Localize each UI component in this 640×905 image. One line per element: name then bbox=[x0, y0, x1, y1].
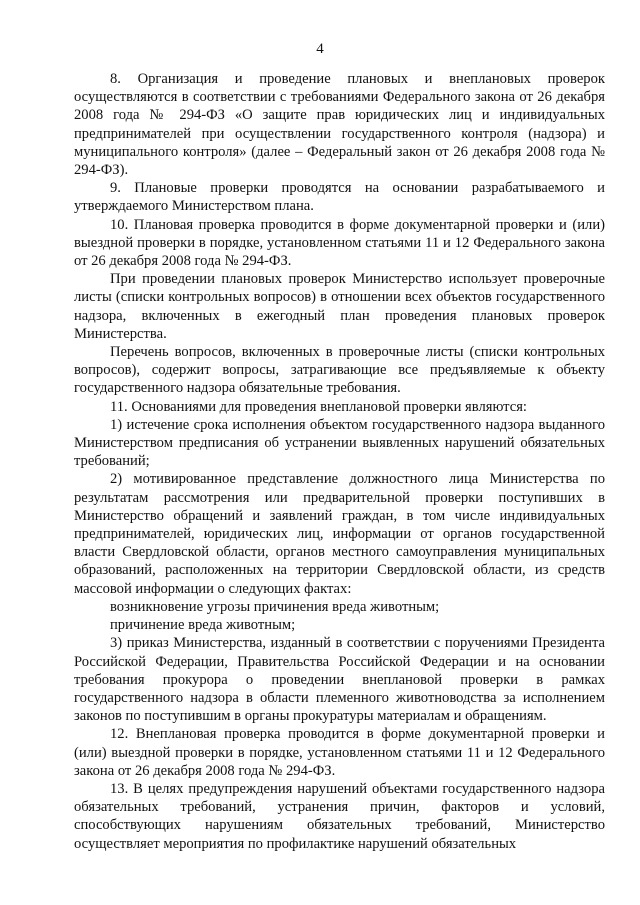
paragraph-question-list: Перечень вопросов, включенных в проверочные листы (списки контрольных вопросов), содержит вопросы, затрагивающие все предъявляемые к объекту государственного надзора обязательные требования. bbox=[74, 344, 605, 397]
paragraph-13: 13. В целях предупреждения нарушений объектами государственного надзора обязательных требований, устранения причин, факторов и условий, способствующих нарушениям обязательных требований, Министерство осуществляет мероприятия по профилактике нарушений обязательных bbox=[74, 780, 605, 852]
document-body bbox=[74, 70, 605, 853]
paragraph-11: 11. Основаниями для проведения внеплановой проверки являются: bbox=[110, 398, 527, 415]
list-item-3: 3) приказ Министерства, изданный в соответствии с поручениями Президента Российской Федерации, Правительства Российской Федерации и на основании требования прокурора о проведении внеплановой проверки в рамках государственного надзора в области племенного животноводства за исполнением законов по поступившим в органы прокуратуры материалам и обращениям. bbox=[74, 635, 605, 725]
fact-threat: возникновение угрозы причинения вреда животным; bbox=[110, 598, 440, 615]
list-item-1: 1) истечение срока исполнения объектом государственного надзора выданного Министерством предписания об устранении выявленных нарушений обязательных требований; bbox=[74, 416, 605, 470]
paragraph-checklists: При проведении плановых проверок Министерство использует проверочные листы (списки контрольных вопросов) в отношении всех объектов государственного надзора, включенных в ежегодный план проведения плановых проверок Министерства. bbox=[74, 271, 605, 342]
paragraph-9: 9. Плановые проверки проводятся на основании разрабатываемого и утверждаемого Министерством плана. bbox=[74, 180, 605, 215]
fact-harm: причинение вреда животным; bbox=[110, 617, 296, 634]
page-number: 4 bbox=[316, 41, 324, 57]
list-item-2: 2) мотивированное представление должностного лица Министерства по результатам рассмотрения или предварительной проверки поступивших в Министерство обращений и заявлений граждан, в том числе индивидуальных предпринимателей, юридических лиц, информации от органов государственной власти Свердловской области, органов местного самоуправления муниципальных образований, расположенных на территории Свердловской области, из средств массовой информации о следующих фактах: bbox=[74, 471, 605, 597]
paragraph-12: 12. Внеплановая проверка проводится в форме документарной проверки и (или) выездной проверки в порядке, установленном статьями 11 и 12 Федерального закона от 26 декабря 2008 года № 294-ФЗ. bbox=[74, 726, 605, 779]
paragraph-8: 8. Организация и проведение плановых и внеплановых проверок осуществляются в соответствии с требованиями Федерального закона от 26 декабря 2008 года № 294-ФЗ «О защите прав юридических лиц и индивидуальных предпринимателей при осуществлении государственного контроля (надзора) и муниципального контроля» (далее – Федеральный закон от 26 декабря 2008 года № 294-ФЗ). bbox=[74, 71, 605, 179]
paragraph-10: 10. Плановая проверка проводится в форме документарной проверки и (или) выездной проверки в порядке, установленном статьями 11 и 12 Федерального закона от 26 декабря 2008 года № 294-ФЗ. bbox=[74, 216, 605, 270]
